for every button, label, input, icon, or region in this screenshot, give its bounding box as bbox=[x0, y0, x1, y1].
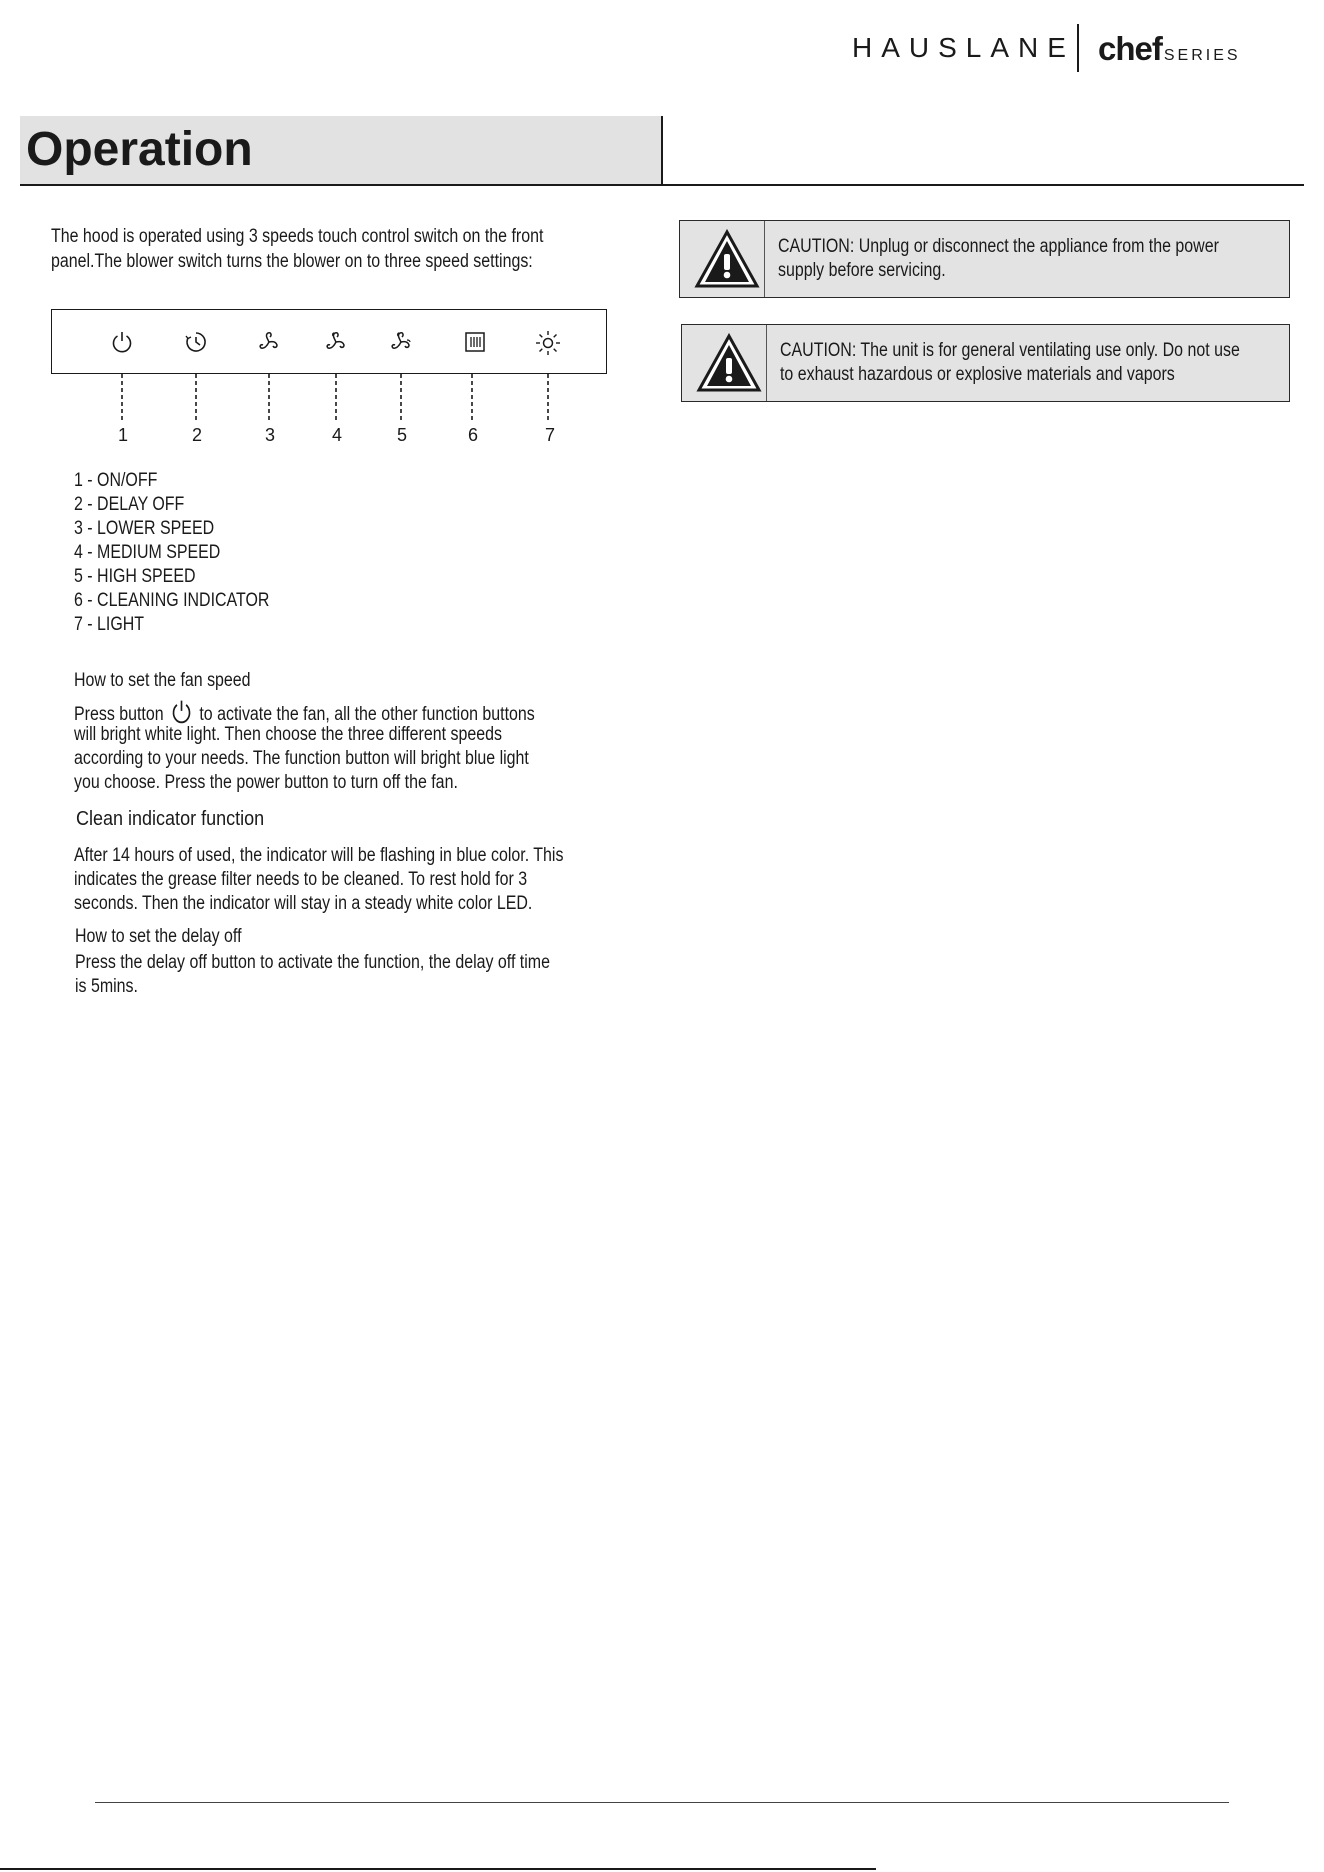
clock-icon bbox=[184, 330, 208, 354]
fan-speed-line: according to your needs. The function button will bright blue light bbox=[74, 748, 529, 769]
caution-line: supply before servicing. bbox=[778, 260, 946, 281]
clean-indicator-line: indicates the grease filter needs to be cleaned. To rest hold for 3 bbox=[74, 869, 528, 890]
panel-number: 5 bbox=[397, 425, 408, 445]
fan-speed-text-pre: Press button bbox=[74, 704, 164, 725]
light-icon bbox=[535, 330, 561, 356]
series-logo bbox=[1098, 30, 1241, 68]
intro-line: The hood is operated using 3 speeds touch control switch on the front bbox=[51, 226, 544, 247]
panel-number: 6 bbox=[468, 425, 479, 445]
panel-number: 7 bbox=[545, 425, 556, 445]
delay-off-line: Press the delay off button to activate the function, the delay off time bbox=[75, 952, 550, 973]
caution-separator bbox=[764, 221, 765, 297]
fan-speed-line: will bright white light. Then choose the three different speeds bbox=[74, 724, 502, 745]
bottom-rule bbox=[0, 1868, 876, 1870]
section-heading-divider bbox=[661, 116, 663, 185]
warning-icon bbox=[694, 229, 760, 289]
power-icon bbox=[171, 699, 193, 725]
panel-number: 4 bbox=[332, 425, 343, 445]
warning-icon bbox=[696, 333, 762, 393]
caution-line: CAUTION: Unplug or disconnect the appliance from the power bbox=[778, 236, 1219, 257]
section-heading-rule bbox=[20, 184, 1304, 186]
panel-number: 2 bbox=[192, 425, 203, 445]
clean-indicator-heading: Clean indicator function bbox=[76, 808, 265, 830]
panel-number: 3 bbox=[265, 425, 276, 445]
caution-text bbox=[780, 339, 1240, 387]
intro-line: panel.The blower switch turns the blower on to three speed settings: bbox=[51, 251, 533, 272]
legend-item: 5 - HIGH SPEED bbox=[74, 566, 196, 587]
series-label: SERIES bbox=[1163, 47, 1241, 64]
caution-line: to exhaust hazardous or explosive materials and vapors bbox=[780, 364, 1175, 385]
caution-text bbox=[778, 235, 1219, 283]
caution-line: CAUTION: The unit is for general ventilating use only. Do not use bbox=[780, 340, 1240, 361]
power-icon bbox=[110, 330, 134, 354]
legend-item: 3 - LOWER SPEED bbox=[74, 518, 215, 539]
legend-item: 4 - MEDIUM SPEED bbox=[74, 542, 221, 563]
brand-divider bbox=[1077, 24, 1079, 72]
fan-speed-text-post: to activate the fan, all the other function buttons bbox=[199, 704, 535, 725]
clean-indicator-line: seconds. Then the indicator will stay in a steady white color LED. bbox=[74, 893, 533, 914]
caution-separator bbox=[766, 325, 767, 401]
caution-box bbox=[681, 324, 1290, 402]
filter-icon bbox=[463, 330, 487, 354]
legend-item: 1 - ON/OFF bbox=[74, 470, 158, 491]
delay-off-heading: How to set the delay off bbox=[75, 926, 242, 947]
caution-box bbox=[679, 220, 1290, 298]
series-name: chef bbox=[1098, 30, 1162, 67]
clean-indicator-line: After 14 hours of used, the indicator will be flashing in blue color. This bbox=[74, 845, 564, 866]
fan-medium-icon bbox=[324, 330, 348, 354]
fan-high-icon bbox=[389, 330, 413, 354]
fan-speed-line: you choose. Press the power button to turn off the fan. bbox=[74, 772, 458, 793]
fan-low-icon bbox=[257, 330, 281, 354]
legend-item: 6 - CLEANING INDICATOR bbox=[74, 590, 270, 611]
legend-item: 2 - DELAY OFF bbox=[74, 494, 185, 515]
intro-text bbox=[51, 224, 543, 274]
panel-number: 1 bbox=[118, 425, 129, 445]
brand-logo: HAUSLANE bbox=[852, 32, 1075, 63]
fan-speed-heading: How to set the fan speed bbox=[74, 670, 251, 691]
leader-lines bbox=[0, 374, 660, 424]
delay-off-line: is 5mins. bbox=[75, 976, 138, 997]
page-title: Operation bbox=[26, 123, 253, 176]
legend-item: 7 - LIGHT bbox=[74, 614, 145, 635]
footer-rule bbox=[95, 1802, 1229, 1803]
